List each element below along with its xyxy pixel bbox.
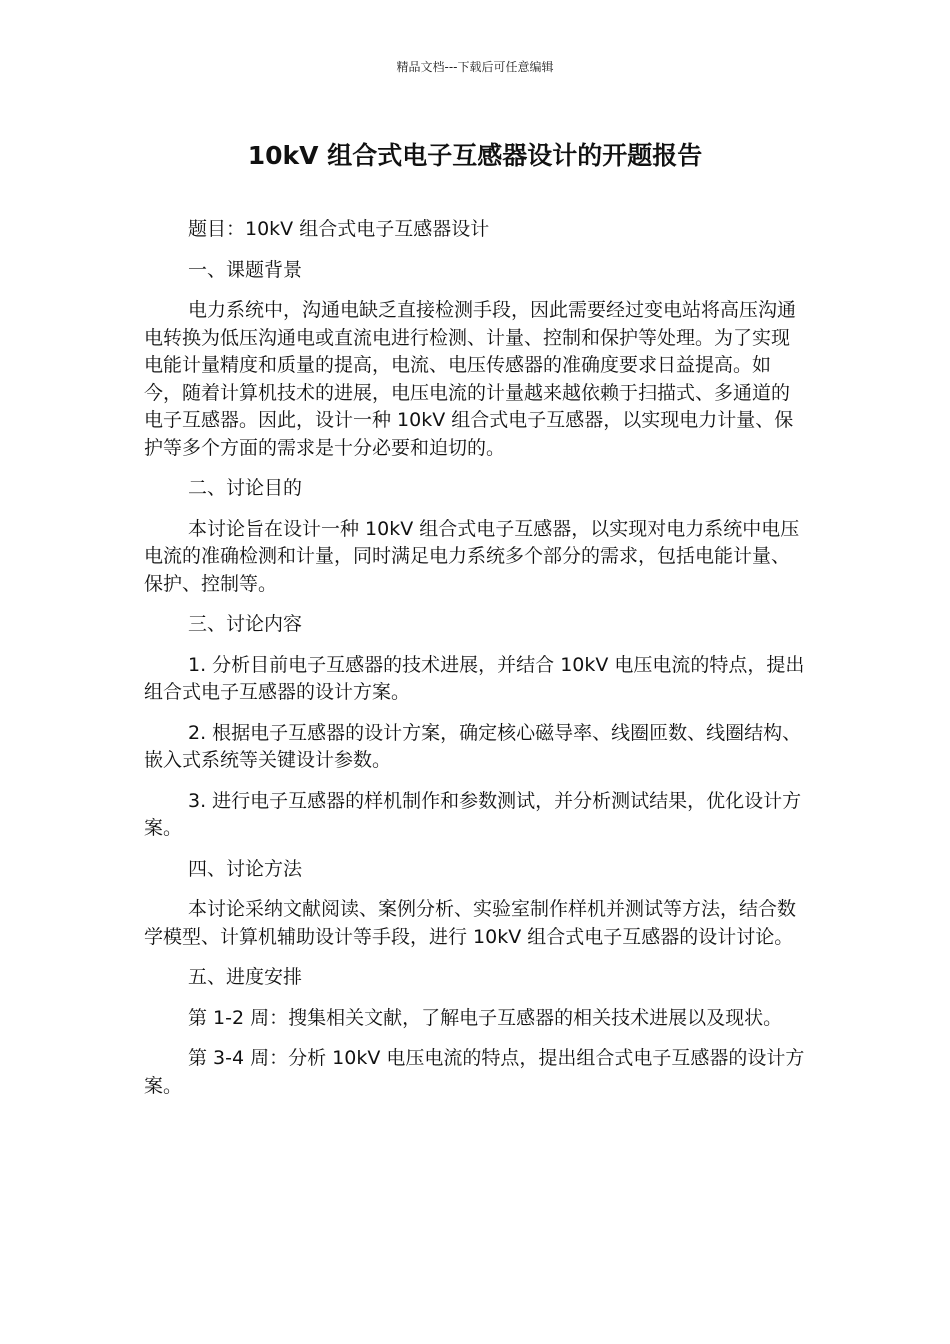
section-heading-background: 一、课题背景 <box>188 258 303 281</box>
schedule-item-2: 第 3-4 周：分析 10kV 电压电流的特点，提出组合式电子互感器的设计方案。 <box>144 1047 805 1097</box>
section-heading-schedule: 五、进度安排 <box>188 966 303 988</box>
section-heading-purpose: 二、讨论目的 <box>188 477 303 499</box>
topic-line: 题目：10kV 组合式电子互感器设计 <box>188 218 490 240</box>
purpose-paragraph: 本讨论旨在设计一种 10kV 组合式电子互感器，以实现对电力系统中电压电流的准确检测和计量，同时满足电力系统多个部分的需求，包括电能计量、保护、控制等。 <box>144 517 800 595</box>
schedule-item-1: 第 1-2 周：搜集相关文献，了解电子互感器的相关技术进展以及现状。 <box>188 1006 783 1029</box>
background-paragraph: 电力系统中，沟通电缺乏直接检测手段，因此需要经过变电站将高压沟通电转换为低压沟通电或直流电进行检测、计量、控制和保护等处理。为了实现电能计量精度和质量的提高，电流、电压传感器的准确度要求日益提高。如今，随着计算机技术的进展，电压电流的计量越来越依赖于扫描式、多通道的电子互感器。因此，设计一种 10kV 组合式电子互感器，以实现电力计量、保护等多个方面的需求是十分必要和迫切的。 <box>144 299 797 459</box>
content-item-1: 1. 分析目前电子互感器的技术进展，并结合 10kV 电压电流的特点，提出组合式电子互感器的设计方案。 <box>144 653 805 703</box>
document-body <box>144 216 808 1113</box>
method-paragraph: 本讨论采纳文献阅读、案例分析、实验室制作样机并测试等方法，结合数学模型、计算机辅助设计等手段，进行 10kV 组合式电子互感器的设计讨论。 <box>144 898 797 948</box>
content-item-3: 3. 进行电子互感器的样机制作和参数测试，并分析测试结果，优化设计方案。 <box>144 789 802 839</box>
content-item-2: 2. 根据电子互感器的设计方案，确定核心磁导率、线圈匝数、线圈结构、嵌入式系统等关键设计参数。 <box>144 721 802 771</box>
section-heading-method: 四、讨论方法 <box>188 857 303 880</box>
header-note: 精品文档---下载后可任意编辑 <box>396 60 554 74</box>
section-heading-content: 三、讨论内容 <box>188 613 303 635</box>
document-title: 10kV 组合式电子互感器设计的开题报告 <box>247 141 703 170</box>
